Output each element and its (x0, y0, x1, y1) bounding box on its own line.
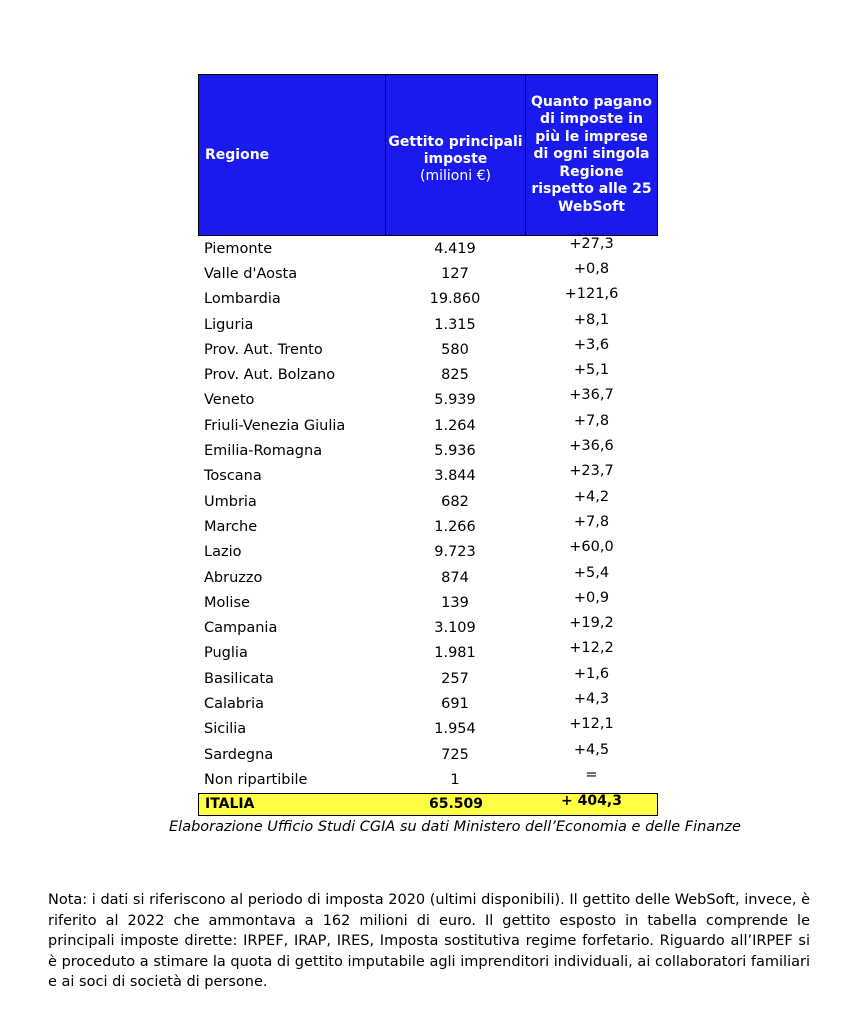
total-region: ITALIA (205, 796, 255, 813)
row-delta: +4,2 (573, 488, 610, 505)
row-gettito: 4.419 (434, 240, 476, 257)
row-delta: +23,7 (569, 463, 614, 480)
table-row (198, 388, 658, 413)
header-differenza: Quanto pagano di imposte in più le imprese di ogni singola Regione rispetto alle 25 WebSoft (531, 93, 652, 215)
row-delta: +0,9 (573, 589, 610, 606)
row-region: Veneto (204, 392, 255, 409)
row-gettito: 257 (441, 670, 469, 687)
row-region: Marche (204, 518, 258, 535)
table-row (198, 287, 658, 312)
row-delta: +4,5 (573, 741, 610, 758)
source-caption: Elaborazione Ufficio Studi CGIA su dati Ministero dell’Economia e delle Finanze (169, 819, 741, 835)
row-gettito: 1.981 (434, 645, 476, 662)
table-row (198, 514, 658, 539)
row-gettito: 9.723 (434, 544, 476, 561)
table-body (198, 236, 658, 793)
table-row (198, 742, 658, 767)
row-gettito: 1.954 (434, 721, 476, 738)
row-region: Prov. Aut. Bolzano (204, 367, 336, 384)
row-region: Toscana (204, 468, 262, 485)
row-region: Valle d'Aosta (204, 265, 298, 282)
table-row (198, 615, 658, 640)
row-gettito: 1.315 (434, 316, 476, 333)
row-region: Abruzzo (204, 569, 263, 586)
row-delta: +12,2 (569, 640, 614, 657)
row-delta: +7,8 (573, 513, 610, 530)
header-regione: Regione (199, 75, 386, 235)
row-delta: +60,0 (569, 539, 614, 556)
row-delta: +8,1 (573, 311, 610, 328)
row-region: Sicilia (204, 721, 247, 738)
header-gettito (386, 75, 526, 235)
row-delta: +36,6 (569, 438, 614, 455)
row-delta: +121,6 (564, 286, 619, 303)
row-delta: = (585, 766, 598, 783)
row-gettito: 691 (441, 695, 469, 712)
row-delta: +3,6 (573, 336, 610, 353)
table-row (198, 691, 658, 716)
row-gettito: 874 (441, 569, 469, 586)
row-delta: +4,3 (573, 690, 610, 707)
table-row (198, 413, 658, 438)
table-row (198, 438, 658, 463)
row-gettito: 5.936 (434, 443, 476, 460)
row-region: Puglia (204, 645, 248, 662)
row-gettito: 682 (441, 493, 469, 510)
total-delta: + 404,3 (561, 793, 622, 810)
row-region: Friuli-Venezia Giulia (204, 417, 346, 434)
row-region: Lombardia (204, 291, 281, 308)
row-gettito: 1.266 (434, 518, 476, 535)
row-region: Sardegna (204, 746, 274, 763)
row-gettito: 825 (441, 367, 469, 384)
row-gettito: 580 (441, 341, 469, 358)
table-row (198, 590, 658, 615)
row-gettito: 1.264 (434, 417, 476, 434)
row-region: Piemonte (204, 240, 273, 257)
header-gettito-title: Gettito principali imposte (388, 133, 523, 167)
row-region: Lazio (204, 544, 242, 561)
row-delta: +5,4 (573, 564, 610, 581)
table-row (198, 641, 658, 666)
table-row (198, 540, 658, 565)
row-delta: +5,1 (573, 362, 610, 379)
row-gettito: 3.844 (434, 468, 476, 485)
table-row (198, 666, 658, 691)
table-header (198, 74, 658, 236)
row-gettito: 19.860 (429, 291, 481, 308)
row-gettito: 725 (441, 746, 469, 763)
row-delta: +1,6 (573, 665, 610, 682)
row-region: Umbria (204, 493, 257, 510)
table-row (198, 489, 658, 514)
row-region: Calabria (204, 695, 265, 712)
row-delta: +19,2 (569, 615, 614, 632)
row-region: Campania (204, 620, 278, 637)
row-delta: +7,8 (573, 412, 610, 429)
table-row (198, 767, 658, 792)
table-row (198, 236, 658, 261)
footnote: Nota: i dati si riferiscono al periodo di imposta 2020 (ultimi disponibili). Il gettito delle WebSoft, invece, è riferito al 2022 che ammontava a 162 milioni di euro. Il gettito esposto in tabella comprende le principali imposte dirette: IRPEF, IRAP, IRES, Imposta sostitutiva regime forfetario. Riguardo all’IRPEF si è proceduto a stimare la quota di gettito imputabile agli imprenditori individuali, ai collaboratori familiari e ai soci di società di persone. (48, 892, 810, 990)
row-delta: +36,7 (569, 387, 614, 404)
row-delta: +12,1 (569, 716, 614, 733)
row-gettito: 1 (450, 771, 460, 788)
row-region: Liguria (204, 316, 254, 333)
row-gettito: 3.109 (434, 620, 476, 637)
header-gettito-unit: (milioni €) (420, 167, 491, 184)
row-gettito: 127 (441, 265, 469, 282)
total-row (198, 793, 658, 816)
row-gettito: 139 (441, 594, 469, 611)
table-row (198, 464, 658, 489)
row-delta: +27,3 (569, 235, 614, 252)
table-row (198, 362, 658, 387)
row-region: Non ripartibile (204, 771, 308, 788)
table-row (198, 261, 658, 286)
row-region: Prov. Aut. Trento (204, 341, 323, 358)
tax-table (198, 74, 658, 816)
row-region: Basilicata (204, 670, 274, 687)
row-region: Emilia-Romagna (204, 443, 323, 460)
table-row (198, 312, 658, 337)
row-gettito: 5.939 (434, 392, 476, 409)
row-region: Molise (204, 594, 250, 611)
table-row (198, 717, 658, 742)
table-row (198, 337, 658, 362)
table-row (198, 565, 658, 590)
row-delta: +0,8 (573, 260, 610, 277)
total-gettito: 65.509 (428, 796, 484, 813)
